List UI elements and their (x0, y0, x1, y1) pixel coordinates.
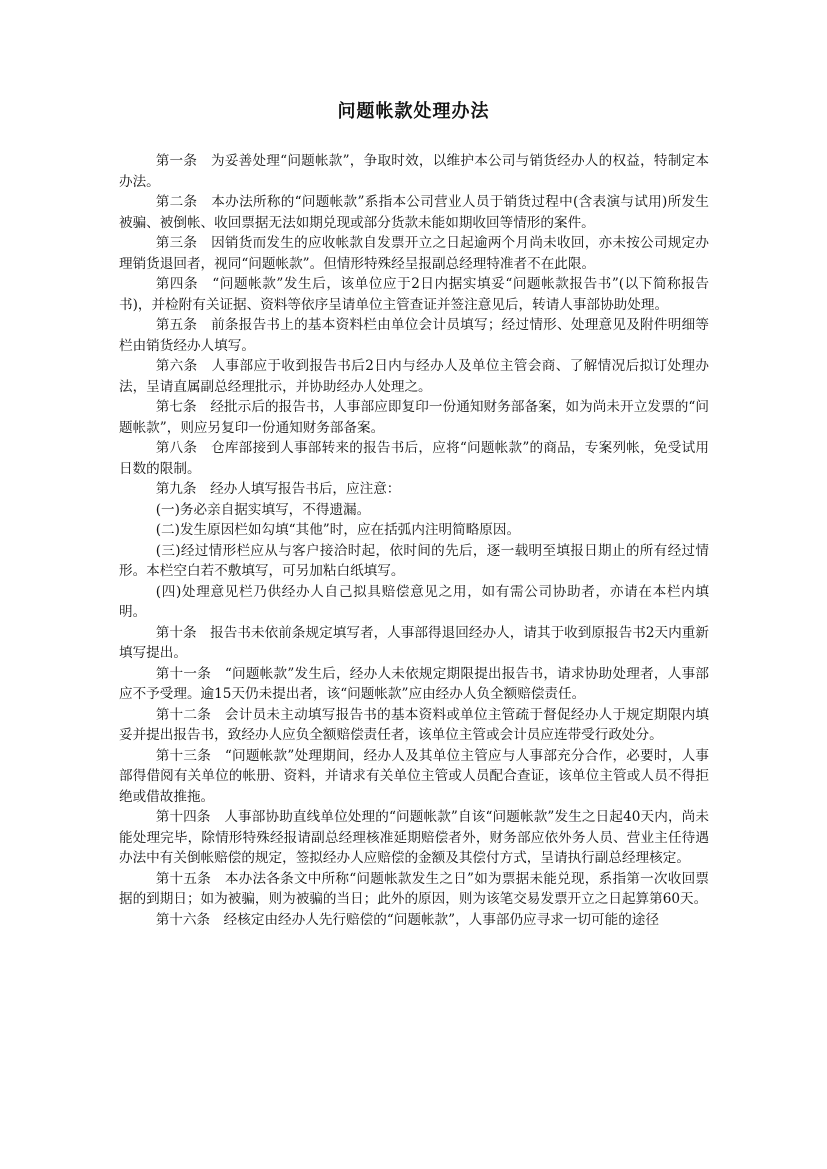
article-9-item-4: (四)处理意见栏乃供经办人自己拟具赔偿意见之用，如有需公司协助者，亦请在本栏内填明。 (119, 583, 709, 620)
article-16: 第十六条 经核定由经办人先行赔偿的“问题帐款”，人事部仍应寻求一切可能的途径 (155, 911, 659, 928)
article-12: 第十二条 会计员未主动填写报告书的基本资料或单位主管疏于督促经办人于规定期限内填妥并提出报告书，致经办人应负全额赔偿责任者，该单位主管或会计员应连带受行政处分。 (119, 706, 709, 743)
article-6: 第六条 人事部应于收到报告书后2日内与经办人及单位主管会商、了解情况后拟订处理办法，呈请直属副总经理批示，并协助经办人处理之。 (119, 358, 709, 395)
article-9-item-1: (一)务必亲自据实填写，不得遗漏。 (155, 501, 371, 518)
article-5: 第五条 前条报告书上的基本资料栏由单位会计员填写；经过情形、处理意见及附件明细等栏由销货经办人填写。 (119, 317, 709, 354)
article-3: 第三条 因销货而发生的应收帐款自发票开立之日起逾两个月尚未收回，亦未按公司规定办理销货退回者，视同“问题帐款”。但情形特殊经呈报副总经理特准者不在此限。 (119, 235, 709, 272)
article-8: 第八条 仓库部接到人事部转来的报告书后，应将“问题帐款”的商品，专案列帐，免受试用日数的限制。 (119, 440, 709, 477)
article-9-item-2: (二)发生原因栏如勾填“其他”时，应在括弧内注明简略原因。 (155, 522, 521, 538)
article-1: 第一条 为妥善处理“问题帐款”，争取时效，以维护本公司与销货经办人的权益，特制定本办法。 (119, 153, 709, 190)
article-2: 第二条 本办法所称的“问题帐款”系指本公司营业人员于销货过程中(含表演与试用)所发生被骗、被倒帐、收回票据无法如期兑现或部分货款未能如期收回等情形的案件。 (119, 194, 709, 231)
article-15: 第十五条 本办法各条文中所称“问题帐款发生之日”如为票据未能兑现，系指第一次收回票据的到期日；如为被骗，则为被骗的当日；此外的原因，则为该笔交易发票开立之日起算第60天。 (119, 870, 709, 907)
article-7: 第七条 经批示后的报告书，人事部应即复印一份通知财务部备案，如为尚未开立发票的“问题帐款”，则应另复印一份通知财务部备案。 (119, 399, 709, 436)
document-body (119, 151, 709, 930)
article-9: 第九条 经办人填写报告书后，应注意： (155, 481, 401, 497)
article-13: 第十三条 “问题帐款”处理期间，经办人及其单位主管应与人事部充分合作，必要时，人事部得借阅有关单位的帐册、资料，并请求有关单位主管或人员配合查证，该单位主管或人员不得拒绝或借故推拖。 (119, 747, 709, 805)
article-11: 第十一条 “问题帐款”发生后，经办人未依规定期限提出报告书，请求协助处理者，人事部应不予受理。逾15天仍未提出者，该“问题帐款”应由经办人负全额赔偿责任。 (119, 665, 709, 702)
document-title: 问题帐款处理办法 (337, 101, 490, 122)
article-4: 第四条 “问题帐款”发生后，该单位应于2日内据实填妥“问题帐款报告书”(以下简称报告书)，并检附有关证据、资料等依序呈请单位主管查证并签注意见后，转请人事部协助处理。 (119, 276, 709, 313)
article-10: 第十条 报告书未依前条规定填写者，人事部得退回经办人，请其于收到原报告书2天内重新填写提出。 (119, 624, 709, 661)
article-14: 第十四条 人事部协助直线单位处理的“问题帐款”自该“问题帐款”发生之日起40天内，尚未能处理完毕，除情形特殊经报请副总经理核准延期赔偿者外，财务部应依外务人员、营业主任待遇办法中有关倒帐赔偿的规定，签拟经办人应赔偿的金额及其偿付方式，呈请执行副总经理核定。 (119, 809, 709, 866)
article-9-item-3: (三)经过情形栏应从与客户接洽时起，依时间的先后，逐一载明至填报日期止的所有经过情形。本栏空白若不敷填写，可另加粘白纸填写。 (119, 542, 709, 579)
